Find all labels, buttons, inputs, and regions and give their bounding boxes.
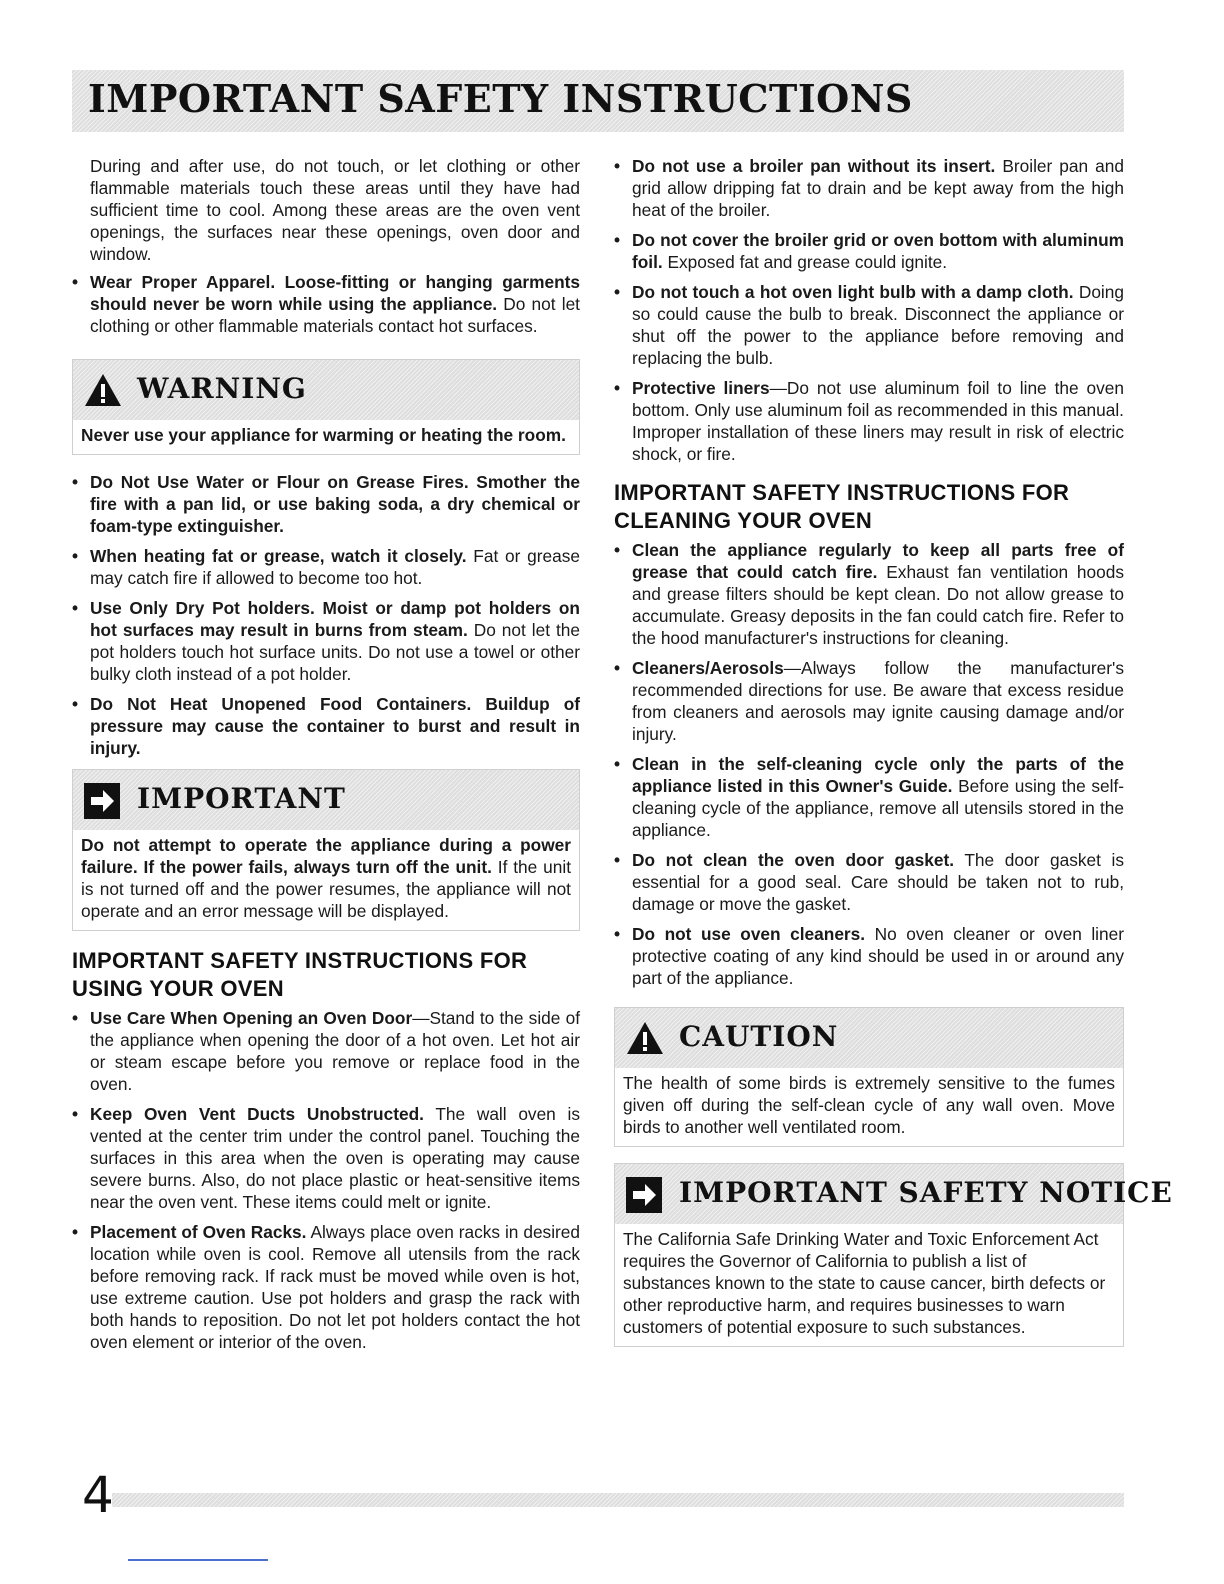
list-item: • Do not clean the oven door gasket. The door gasket is essential for a good seal. Care should be taken not to rub, damage or move the gasket. bbox=[614, 850, 1125, 914]
list-item: • When heating fat or grease, watch it closely. Fat or grease may catch fire if allowed to become too hot. bbox=[72, 546, 581, 588]
page-banner bbox=[72, 70, 1124, 132]
arrow-box-icon bbox=[83, 782, 121, 820]
right-list-1 bbox=[614, 155, 1124, 465]
list-item: • Do not use oven cleaners. No oven cleaner or oven liner protective coating of any kind should be used in or around any part of the appliance. bbox=[614, 924, 1124, 988]
arrow-box-icon bbox=[625, 1176, 663, 1214]
section-heading-cleaning: IMPORTANT SAFETY INSTRUCTIONS FOR CLEANING YOUR OVEN bbox=[614, 480, 1070, 533]
list-item: • Do Not Use Water or Flour on Grease Fires. Smother the fire with a pan lid, or use baking soda, a dry chemical or foam-type extinguisher. bbox=[72, 472, 580, 536]
left-list-1 bbox=[72, 271, 580, 337]
caution-text: The health of some birds is extremely sensitive to the fumes given off during the self-clean cycle of any wall oven. Move birds to another well ventilated room. bbox=[623, 1073, 1115, 1137]
list-item: • Do not touch a hot oven light bulb with a damp cloth. Doing so could cause the bulb to break. Disconnect the appliance or shut off the power to the appliance before removing and replacing the bulb. bbox=[614, 282, 1124, 368]
list-item: • Placement of Oven Racks. Always place oven racks in desired location while oven is cool. Remove all utensils from the rack before removing rack. If rack must be moved while oven is hot, use extreme caution. Use pot holders and grasp the rack with both hands to reposition. Do not let pot holders contact the hot oven element or interior of the oven. bbox=[72, 1222, 581, 1352]
right-list-2 bbox=[614, 539, 1124, 989]
important-box bbox=[72, 769, 580, 931]
footer-link-line bbox=[128, 1559, 268, 1561]
warning-text: Never use your appliance for warming or heating the room. bbox=[81, 425, 566, 445]
list-item: • Protective liners—Do not use aluminum foil to line the oven bottom. Only use aluminum foil as recommended in this manual. Improper installation of these liners may result in risk of electric shock, or fire. bbox=[614, 378, 1124, 464]
list-item: • Keep Oven Vent Ducts Unobstructed. The wall oven is vented at the center trim under the control panel. Touching the surfaces in this area when the oven is operating may cause severe burns. Also, do not place plastic or heat-sensitive items near the oven vent. These items could melt or ignite. bbox=[72, 1104, 580, 1212]
right-column bbox=[614, 155, 1173, 1363]
list-item: • Use Care When Opening an Oven Door—Stand to the side of the appliance when opening the door of a hot oven. Let hot air or steam escape before you remove or replace food in the oven. bbox=[72, 1008, 580, 1094]
important-title: IMPORTANT bbox=[137, 782, 346, 815]
list-item: • Clean in the self-cleaning cycle only the parts of the appliance listed in this Owner's Guide. Before using the self-cleaning cycle of the appliance, remove all utensils stored in the appliance. bbox=[614, 754, 1125, 840]
left-column bbox=[72, 155, 580, 1361]
notice-title: IMPORTANT SAFETY NOTICE bbox=[679, 1176, 1173, 1209]
list-item: • Clean the appliance regularly to keep all parts free of grease that could catch fire. Exhaust fan ventilation hoods and grease filters should be kept clean. Do not allow grease to accumulate. Greasy deposits in the fan could catch fire. Refer to the hood manufacturer's instructions for cleaning. bbox=[614, 540, 1125, 648]
warning-title: WARNING bbox=[137, 372, 307, 405]
notice-box bbox=[614, 1163, 1173, 1347]
warning-triangle-icon bbox=[83, 372, 123, 408]
list-item: • Use Only Dry Pot holders. Moist or damp pot holders on hot surfaces may result in burns from steam. Do not let the pot holders touch hot surface units. Do not use a towel or other bulky cloth instead of a pot holder. bbox=[72, 598, 580, 684]
warning-box bbox=[72, 359, 580, 455]
notice-text: The California Safe Drinking Water and Toxic Enforcement Act requires the Governor of California to publish a list of substances known to the state to cause cancer, birth defects or other reproductive harm, and requires businesses to warn customers of potential exposure to such substances. bbox=[623, 1229, 1106, 1337]
list-item: • Do Not Heat Unopened Food Containers. Buildup of pressure may cause the container to burst and result in injury. bbox=[72, 694, 580, 758]
list-item: • Do not use a broiler pan without its insert. Broiler pan and grid allow dripping fat to drain and be kept away from the high heat of the broiler. bbox=[614, 156, 1124, 220]
section-heading-using: IMPORTANT SAFETY INSTRUCTIONS FOR USING YOUR OVEN bbox=[72, 948, 528, 1001]
page-title: IMPORTANT SAFETY INSTRUCTIONS bbox=[88, 76, 913, 121]
footer-bar bbox=[112, 1493, 1124, 1507]
page-number: 4 bbox=[82, 1466, 114, 1524]
important-text: Do not attempt to operate the appliance during a power failure. If the power fails, always turn off the unit. If the unit is not turned off and the power resumes, the appliance will not operate and an error message will be displayed. bbox=[81, 835, 571, 921]
caution-title: CAUTION bbox=[679, 1020, 839, 1053]
caution-box bbox=[614, 1007, 1124, 1147]
warning-triangle-icon bbox=[625, 1020, 665, 1056]
list-item: • Cleaners/Aerosols—Always follow the manufacturer's recommended directions for use. Be aware that excess residue from cleaners and aerosols may ignite causing damage and/or injury. bbox=[614, 658, 1124, 744]
list-item: • Wear Proper Apparel. Loose-fitting or hanging garments should never be worn while using the appliance. Do not let clothing or other flammable materials contact hot surfaces. bbox=[72, 272, 580, 336]
left-list-2 bbox=[72, 471, 580, 759]
list-item: • Do not cover the broiler grid or oven bottom with aluminum foil. Exposed fat and grease could ignite. bbox=[614, 230, 1124, 272]
left-list-3 bbox=[72, 1007, 580, 1353]
intro-paragraph: During and after use, do not touch, or let clothing or other flammable materials touch these areas until they have had sufficient time to cool. Among these areas are the oven vent openings, the surfaces near these openings, oven door and window. bbox=[90, 156, 580, 264]
